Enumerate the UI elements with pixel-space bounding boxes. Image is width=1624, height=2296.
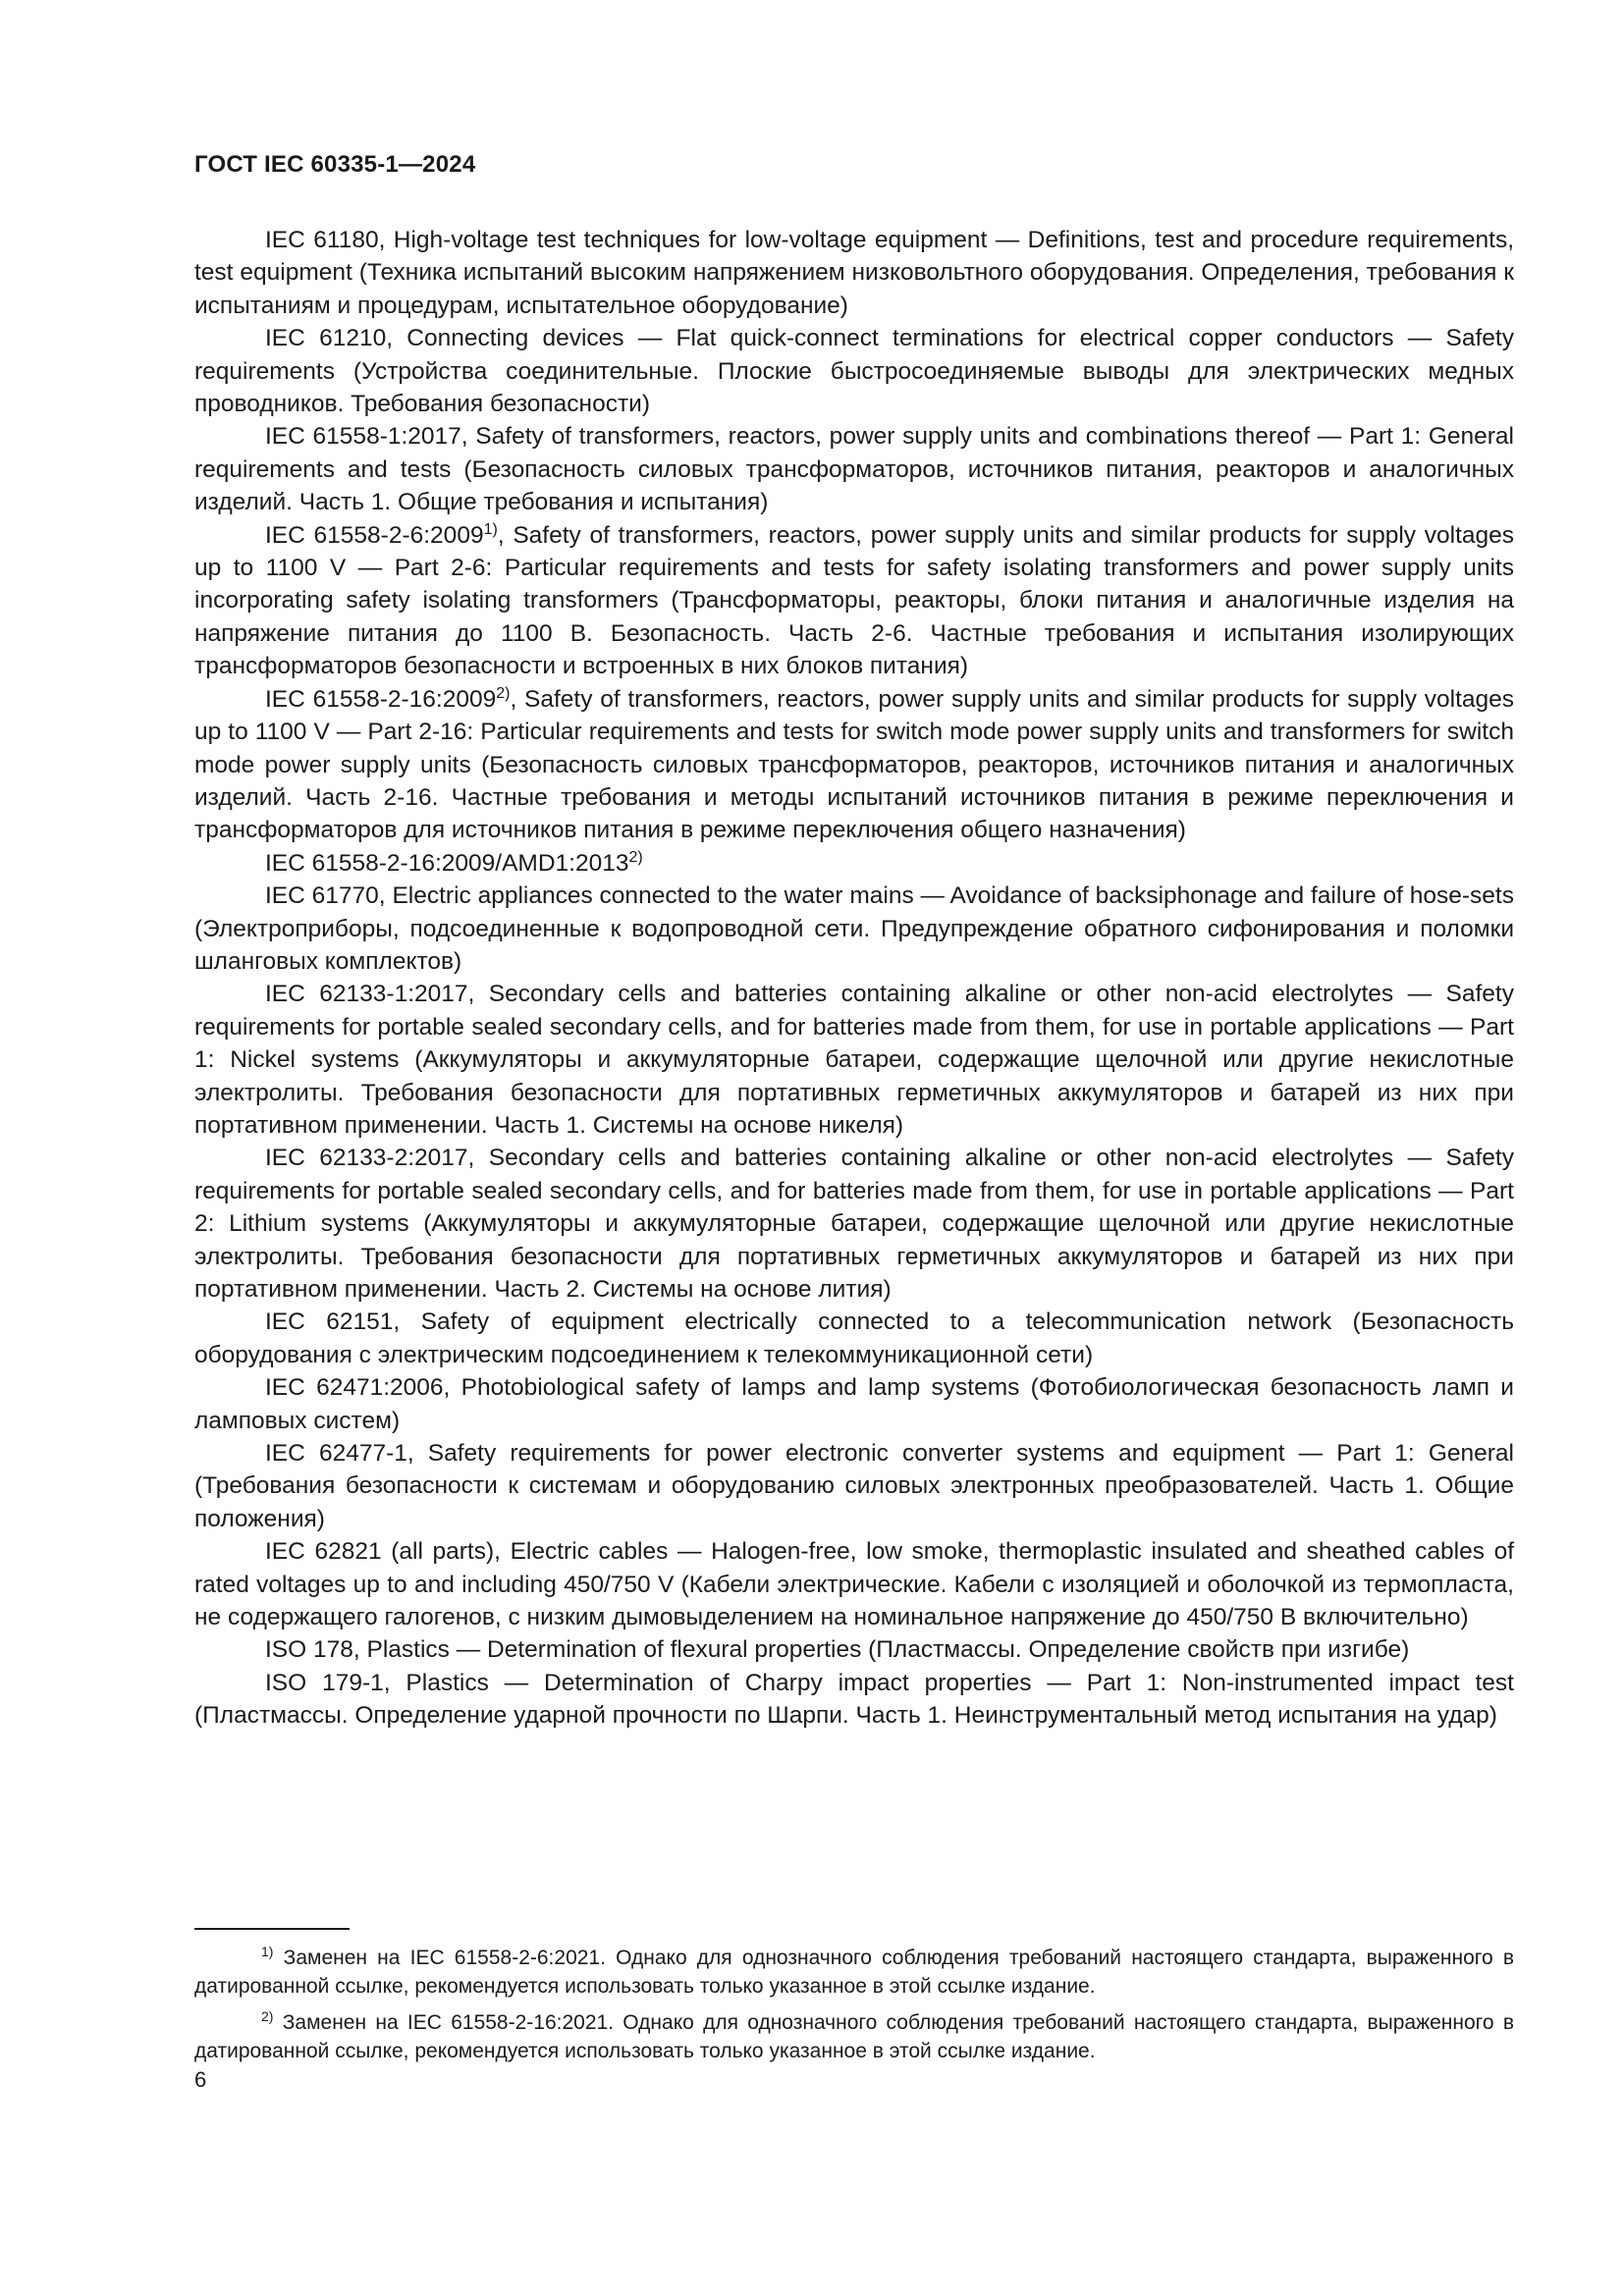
reference-entry	[194, 847, 1514, 880]
reference-text: IEC 61210, Connecting devices — Flat quick-connect terminations for electrical copper conductors — Safety requirements (Устройства соединительные. Плоские быстросоединяемые выводы для электрических медных проводников. Требования безопасности)	[194, 325, 1514, 418]
reference-entry	[194, 322, 1514, 420]
reference-text: IEC 62471:2006, Photobiological safety of lamps and lamp systems (Фотобиологическая безопасность ламп и ламповых систем)	[194, 1374, 1514, 1434]
reference-text: IEC 62133-1:2017, Secondary cells and batteries containing alkaline or other non-acid electrolytes — Safety requirements for portable sealed secondary cells, and for batteries made from them, for use in portable applications — Part 1: Nickel systems (Аккумуляторы и аккумуляторные батареи, содержащие щелочной или другие некислотные электролиты. Требования безопасности для портативных герметичных аккумуляторов и батарей из них при портативном применении. Часть 1. Системы на основе никеля)	[194, 981, 1514, 1139]
footnote-marker: 2)	[261, 2008, 274, 2024]
reference-entry	[194, 1667, 1514, 1733]
reference-entry	[194, 1535, 1514, 1633]
reference-text: ISO 178, Plastics — Determination of flexural properties (Пластмассы. Определение свойств при изгибе)	[265, 1636, 1410, 1664]
footnote-text: Заменен на IEC 61558-2-16:2021. Однако для однозначного соблюдения требований настоящего стандарта, выраженного в датированной ссылке, рекомендуется использовать только указанное в этой ссылке издание.	[194, 2011, 1514, 2062]
reference-entry	[194, 1437, 1514, 1535]
reference-entry	[194, 1633, 1514, 1666]
reference-text: IEC 61180, High-voltage test techniques for low-voltage equipment — Definitions, test and procedure requirements, test equipment (Техника испытаний высоким напряжением низковольтного оборудования. Определения, требования к испытаниям и процедурам, испытательное оборудование)	[194, 227, 1514, 319]
footnote-text: Заменен на IEC 61558-2-6:2021. Однако для однозначного соблюдения требований настоящего стандарта, выраженного в датированной ссылке, рекомендуется использовать только указанное в этой ссылке издание.	[194, 1947, 1514, 1998]
reference-text: IEC 62477-1, Safety requirements for power electronic converter systems and equipment — Part 1: General (Требования безопасности к системам и оборудованию силовых электронных преобразователей. Часть 1. Общие положения)	[194, 1440, 1514, 1532]
reference-entry	[194, 224, 1514, 322]
reference-entry	[194, 519, 1514, 683]
reference-text-continued: , Safety of transformers, reactors, power supply units and similar products for supply voltages up to 1100 V — Part 2-16: Particular requirements and tests for switch mode power supply units and transformers for switch mode power supply units (Безопасность силовых трансформаторов, реакторов, источников питания и аналогичных изделий. Часть 2-16. Частные требования и методы испытаний источников питания в режиме переключения и трансформаторов для источников питания в режиме переключения общего назначения)	[194, 685, 1514, 844]
reference-entry	[194, 880, 1514, 978]
reference-entry	[194, 1371, 1514, 1437]
footnote	[194, 1944, 1514, 2001]
reference-entry	[194, 1142, 1514, 1306]
footnote-marker: 2)	[628, 848, 643, 866]
reference-text: IEC 61558-2-16:2009/AMD1:2013	[265, 849, 629, 877]
reference-entry	[194, 683, 1514, 847]
footnotes	[194, 1944, 1514, 2073]
reference-text: IEC 61558-2-6:2009	[265, 521, 484, 549]
footnote-marker: 2)	[496, 684, 511, 702]
reference-text: IEC 61558-1:2017, Safety of transformers, reactors, power supply units and combinations thereof — Part 1: General requirements and tests (Безопасность силовых трансформаторов, источников питания, реакторов и аналогичных изделий. Часть 1. Общие требования и испытания)	[194, 423, 1514, 516]
footnote-marker: 1)	[483, 520, 498, 538]
page-number: 6	[194, 2067, 207, 2092]
reference-text: IEC 62133-2:2017, Secondary cells and batteries containing alkaline or other non-acid electrolytes — Safety requirements for portable sealed secondary cells, and for batteries made from them, for use in portable applications — Part 2: Lithium systems (Аккумуляторы и аккумуляторные батареи, содержащие щелочной или другие некислотные электролиты. Требования безопасности для портативных герметичных аккумуляторов и батарей из них при портативном применении. Часть 2. Системы на основе лития)	[194, 1145, 1514, 1303]
page-header-standard-id: ГОСТ IEC 60335-1—2024	[194, 151, 476, 178]
reference-entry	[194, 978, 1514, 1142]
reference-text: IEC 61770, Electric appliances connected to the water mains — Avoidance of backsiphonage and failure of hose-sets (Электроприборы, подсоединенные к водопроводной сети. Предупреждение обратного сифонирования и поломки шланговых комплектов)	[194, 882, 1514, 975]
reference-text-continued: , Safety of transformers, reactors, power supply units and similar products for supply voltages up to 1100 V — Part 2-6: Particular requirements and tests for safety isolating transformers and power supply units incorporating safety isolating transformers (Трансформаторы, реакторы, блоки питания и аналогичные изделия на напряжение питания до 1100 В. Безопасность. Часть 2-6. Частные требования и испытания изолирующих трансформаторов безопасности и встроенных в них блоков питания)	[194, 521, 1515, 680]
footnote-marker: 1)	[261, 1944, 274, 1959]
reference-entry	[194, 420, 1514, 518]
reference-entry	[194, 1306, 1514, 1371]
reference-text: IEC 61558-2-16:2009	[265, 685, 497, 713]
reference-text: ISO 179-1, Plastics — Determination of Charpy impact properties — Part 1: Non-instrumented impact test (Пластмассы. Определение ударной прочности по Шарпи. Часть 1. Неинструментальный метод испытания на удар)	[194, 1669, 1514, 1730]
normative-references	[194, 224, 1514, 1733]
footnote-separator	[194, 1928, 350, 1930]
footnote	[194, 2008, 1514, 2065]
reference-text: IEC 62821 (all parts), Electric cables — Halogen-free, low smoke, thermoplastic insulated and sheathed cables of rated voltages up to and including 450/750 V (Кабели электрические. Кабели с изоляцией и оболочкой из термопласта, не содержащего галогенов, с низким дымовыделением на номинальное напряжение до 450/750 В включительно)	[194, 1538, 1514, 1631]
reference-text: IEC 62151, Safety of equipment electrically connected to a telecommunication network (Безопасность оборудования с электрическим подсоединением к телекоммуникационной сети)	[194, 1308, 1514, 1368]
